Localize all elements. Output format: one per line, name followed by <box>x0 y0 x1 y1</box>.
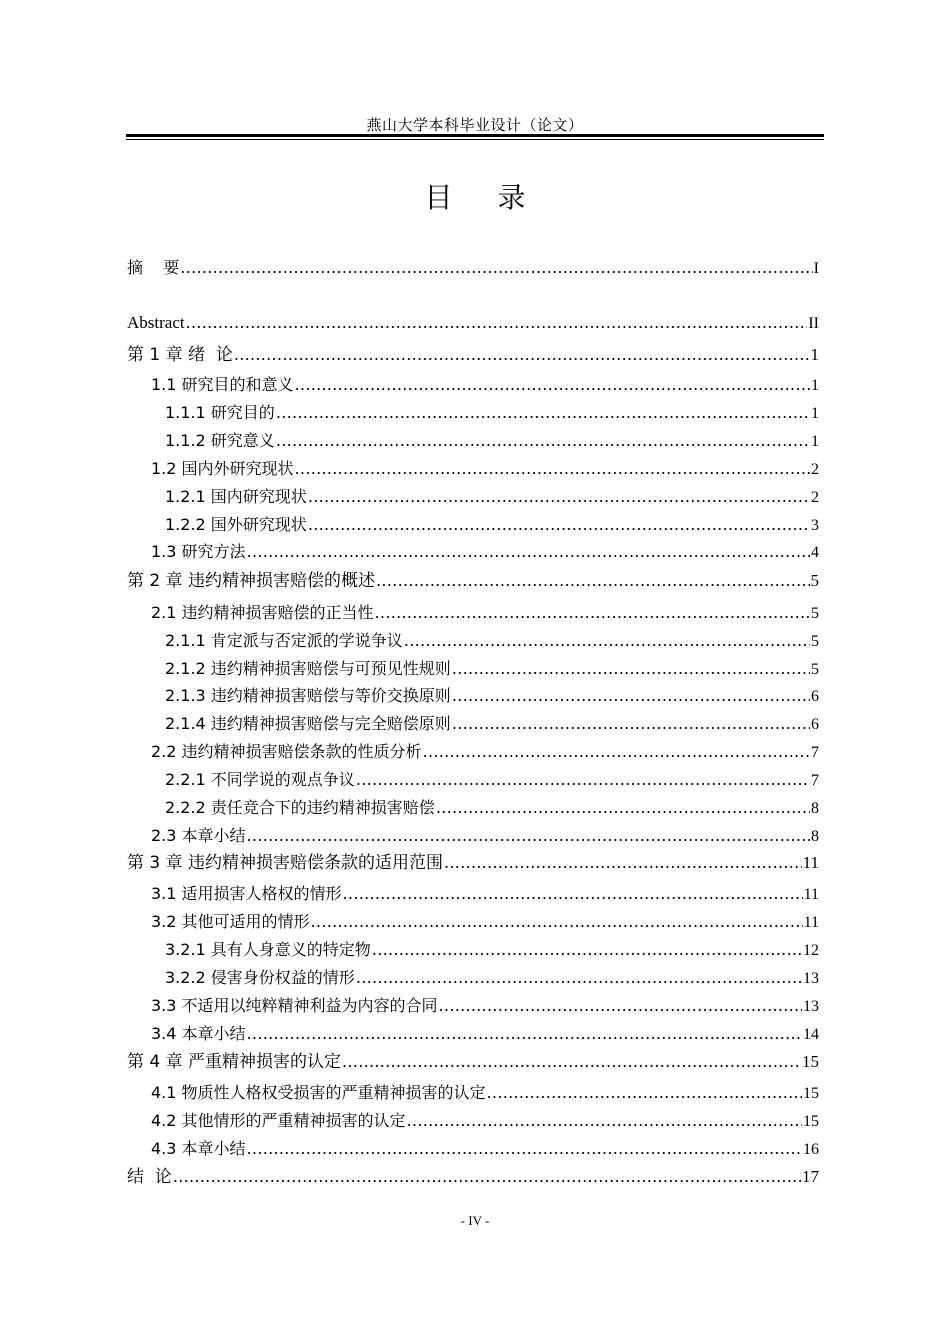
toc-entry-label: 2.1.2 违约精神损害赔偿与可预见性规则 <box>165 659 451 678</box>
toc-leader-dots <box>342 1052 801 1072</box>
toc-entry-page: 6 <box>811 688 819 705</box>
toc-leader-dots <box>487 1083 802 1103</box>
toc-leader-dots <box>343 884 803 904</box>
toc-leader-dots <box>372 940 802 960</box>
toc-entry-4-3[interactable] <box>151 1139 819 1160</box>
toc-leader-dots <box>247 542 810 562</box>
toc-entry-label: 2.3 本章小结 <box>151 826 246 845</box>
toc-entry-page: 5 <box>810 571 819 590</box>
toc-entry-page: 14 <box>803 1026 819 1043</box>
toc-leader-dots <box>234 345 810 365</box>
toc-entry-label: 第 1 章 绪 论 <box>127 345 233 365</box>
toc-leader-dots <box>375 603 810 623</box>
toc-entry-label: 1.1.1 研究目的 <box>165 403 275 422</box>
toc-entry-2-1-1[interactable] <box>165 631 819 652</box>
toc-entry-label: 1.2 国内外研究现状 <box>151 459 294 478</box>
toc-entry-3-1[interactable] <box>151 884 819 905</box>
toc-entry-page: 1 <box>811 433 819 450</box>
toc-leader-dots <box>276 403 810 423</box>
toc-entry-2-1-2[interactable] <box>165 659 819 680</box>
toc-entry-abstract-en[interactable] <box>127 313 819 334</box>
toc-entry-label: 3.2.1 具有人身意义的特定物 <box>165 940 371 959</box>
toc-leader-dots <box>276 431 810 451</box>
toc-entry-2-2-1[interactable] <box>165 770 819 791</box>
toc-entry-3-3[interactable] <box>151 996 819 1017</box>
toc-entry-3-2-1[interactable] <box>165 940 819 961</box>
toc-leader-dots <box>452 659 810 679</box>
toc-entry-label: 2.1.4 违约精神损害赔偿与完全赔偿原则 <box>165 714 451 733</box>
toc-entry-2-1[interactable] <box>151 603 819 624</box>
toc-entry-label: 1.2.2 国外研究现状 <box>165 515 307 534</box>
toc-entry-label: 3.1 适用损害人格权的情形 <box>151 884 342 903</box>
toc-entry-page: 11 <box>803 886 819 903</box>
toc-entry-label: Abstract <box>127 313 185 332</box>
toc-leader-dots <box>439 996 802 1016</box>
toc-entry-chapter-1[interactable] <box>127 345 819 365</box>
toc-entry-label: 第 4 章 严重精神损害的认定 <box>127 1052 342 1072</box>
toc-leader-dots <box>452 714 810 734</box>
toc-entry-page: I <box>813 260 819 277</box>
toc-entry-page: 2 <box>811 461 819 478</box>
toc-leader-dots <box>247 1024 802 1044</box>
toc-entry-label: 1.2.1 国内研究现状 <box>165 487 307 506</box>
toc-entry-1-1[interactable] <box>151 375 819 396</box>
toc-entry-chapter-3[interactable] <box>127 853 819 873</box>
toc-entry-page: 7 <box>811 772 819 789</box>
toc-entry-3-2[interactable] <box>151 912 819 933</box>
toc-entry-label: 4.2 其他情形的严重精神损害的认定 <box>151 1111 406 1130</box>
toc-entry-label: 3.4 本章小结 <box>151 1024 246 1043</box>
toc-entry-page: 1 <box>811 377 819 394</box>
toc-entry-chapter-2[interactable] <box>127 571 819 591</box>
toc-entry-conclusion[interactable] <box>127 1167 819 1187</box>
toc-leader-dots <box>436 798 810 818</box>
toc-entry-page: 15 <box>803 1113 819 1130</box>
header-rule-thick <box>126 134 824 137</box>
toc-entry-label: 2.1.1 肯定派与否定派的学说争议 <box>165 631 403 650</box>
toc-entry-label: 1.1.2 研究意义 <box>165 431 275 450</box>
toc-leader-dots <box>444 853 802 873</box>
toc-leader-dots <box>452 686 810 706</box>
toc-leader-dots <box>376 571 809 591</box>
toc-entry-page: 11 <box>803 914 819 931</box>
toc-entry-4-1[interactable] <box>151 1083 819 1104</box>
toc-entry-4-2[interactable] <box>151 1111 819 1132</box>
toc-entry-page: 15 <box>803 1085 819 1102</box>
toc-entry-2-2-2[interactable] <box>165 798 819 819</box>
toc-entry-label: 3.3 不适用以纯粹精神利益为内容的合同 <box>151 996 438 1015</box>
toc-entry-2-2[interactable] <box>151 742 819 763</box>
toc-entry-page: 5 <box>811 661 819 678</box>
toc-entry-1-1-2[interactable] <box>165 431 819 452</box>
toc-title: 目 录 <box>424 181 544 214</box>
toc-leader-dots <box>247 826 810 846</box>
running-header: 燕山大学本科毕业设计（论文） <box>366 116 584 134</box>
toc-leader-dots <box>311 912 803 932</box>
toc-entry-page: 15 <box>802 1052 819 1071</box>
toc-leader-dots <box>173 1167 801 1187</box>
toc-entry-label: 2.1 违约精神损害赔偿的正当性 <box>151 603 374 622</box>
toc-entry-page: 5 <box>811 633 819 650</box>
toc-leader-dots <box>308 515 810 535</box>
toc-entry-page: 7 <box>811 744 819 761</box>
toc-entry-label: 1.1 研究目的和意义 <box>151 375 294 394</box>
toc-entry-page: 3 <box>811 517 819 534</box>
toc-entry-1-3[interactable] <box>151 542 819 563</box>
toc-entry-1-2[interactable] <box>151 459 819 480</box>
toc-leader-dots <box>186 313 808 333</box>
toc-leader-dots <box>295 375 810 395</box>
toc-leader-dots <box>247 1139 802 1159</box>
toc-leader-dots <box>356 770 810 790</box>
toc-entry-label: 4.1 物质性人格权受损害的严重精神损害的认定 <box>151 1083 486 1102</box>
toc-entry-page: 8 <box>811 800 819 817</box>
toc-entry-abstract-cn[interactable] <box>127 258 819 279</box>
toc-entry-1-1-1[interactable] <box>165 403 819 424</box>
toc-entry-page: 16 <box>803 1141 819 1158</box>
toc-entry-page: 17 <box>802 1167 819 1186</box>
toc-entry-label: 3.2 其他可适用的情形 <box>151 912 310 931</box>
toc-entry-label: 第 3 章 违约精神损害赔偿条款的适用范围 <box>127 853 444 873</box>
toc-entry-label: 2.2.1 不同学说的观点争议 <box>165 770 355 789</box>
toc-entry-page: 6 <box>811 716 819 733</box>
toc-entry-page: II <box>808 315 819 332</box>
toc-leader-dots <box>308 487 810 507</box>
toc-leader-dots <box>180 258 812 278</box>
toc-entry-2-3[interactable] <box>151 826 819 847</box>
toc-entry-label: 结 论 <box>127 1167 172 1187</box>
toc-entry-page: 1 <box>810 345 819 364</box>
toc-entry-page: 8 <box>811 828 819 845</box>
toc-entry-label: 3.2.2 侵害身份权益的情形 <box>165 968 355 987</box>
toc-entry-page: 11 <box>802 853 819 872</box>
toc-entry-1-2-1[interactable] <box>165 487 819 508</box>
header-rule-thin <box>126 139 824 140</box>
toc-leader-dots <box>356 968 802 988</box>
page-number: - IV - <box>460 1213 490 1228</box>
toc-entry-page: 13 <box>803 970 819 987</box>
toc-entry-2-1-4[interactable] <box>165 714 819 735</box>
toc-entry-label: 第 2 章 违约精神损害赔偿的概述 <box>127 571 376 591</box>
toc-leader-dots <box>423 742 810 762</box>
toc-entry-page: 1 <box>811 405 819 422</box>
toc-entry-page: 5 <box>811 605 819 622</box>
toc-entry-label: 2.2.2 责任竞合下的违约精神损害赔偿 <box>165 798 435 817</box>
toc-leader-dots <box>404 631 810 651</box>
toc-leader-dots <box>295 459 810 479</box>
toc-entry-label: 2.1.3 违约精神损害赔偿与等价交换原则 <box>165 686 451 705</box>
toc-entry-3-4[interactable] <box>151 1024 819 1045</box>
toc-entry-page: 2 <box>811 489 819 506</box>
toc-entry-label: 摘 要 <box>127 258 180 277</box>
toc-entry-label: 2.2 违约精神损害赔偿条款的性质分析 <box>151 742 422 761</box>
toc-entry-2-1-3[interactable] <box>165 686 819 707</box>
toc-leader-dots <box>407 1111 802 1131</box>
toc-entry-label: 1.3 研究方法 <box>151 542 246 561</box>
toc-entry-chapter-4[interactable] <box>127 1052 819 1072</box>
toc-entry-page: 13 <box>803 998 819 1015</box>
toc-entry-page: 12 <box>803 942 819 959</box>
toc-entry-label: 4.3 本章小结 <box>151 1139 246 1158</box>
toc-entry-3-2-2[interactable] <box>165 968 819 989</box>
toc-entry-1-2-2[interactable] <box>165 515 819 536</box>
toc-entry-page: 4 <box>811 544 819 561</box>
